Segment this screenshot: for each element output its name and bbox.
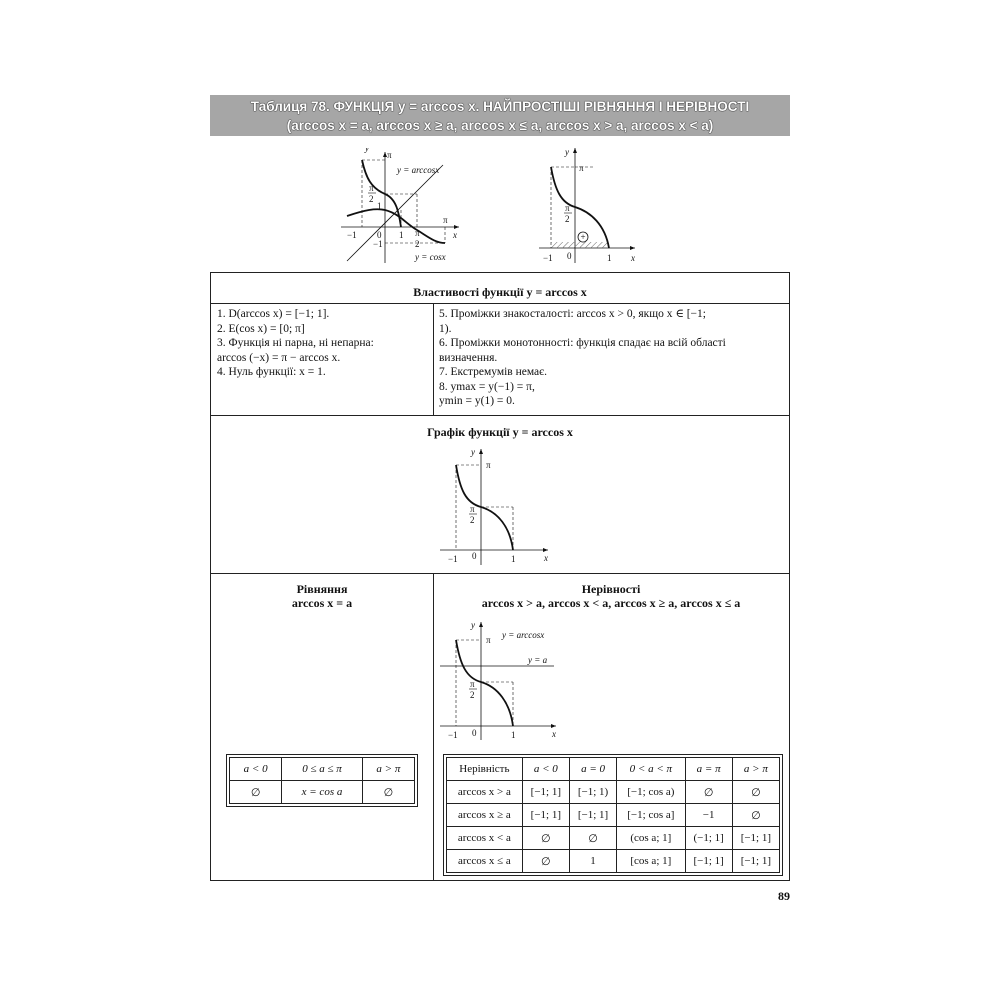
divider <box>211 303 789 304</box>
equations-subtitle: arccos x = a <box>291 596 353 610</box>
equations-heading <box>211 582 433 610</box>
equations-title: Рівняння <box>296 582 348 596</box>
table-cell: arccos x ≤ a <box>447 850 523 873</box>
label-pi-half-den: 2 <box>565 214 570 224</box>
label-pi-half-num: π <box>470 504 475 514</box>
label-pi: π <box>486 635 491 645</box>
label-minus-one: −1 <box>347 230 357 240</box>
table-cell: ∅ <box>732 804 779 827</box>
label-y-equals-a: y = a <box>528 655 548 665</box>
label-pi: π <box>486 460 491 470</box>
table-cell: [−1; 1] <box>732 850 779 873</box>
title-line-2: (arccos x = a, arccos x ≥ a, arccos x ≤ a, arccos x > a, arccos x < a) <box>286 118 714 133</box>
table-header-cell: a < 0 <box>230 758 282 781</box>
inequalities-table <box>446 757 780 873</box>
table-row <box>447 827 780 850</box>
table-header-cell: a = π <box>685 758 732 781</box>
table-row <box>447 804 780 827</box>
label-x: x <box>544 553 548 563</box>
table-cell: [−1; 1) <box>569 781 616 804</box>
label-cos: y = cosx <box>415 252 446 262</box>
label-plus: + <box>580 232 586 242</box>
label-pi-half-den: 2 <box>369 194 374 204</box>
label-one: 1 <box>511 554 516 564</box>
table-header-cell: 0 ≤ a ≤ π <box>282 758 363 781</box>
label-y: y <box>471 620 475 630</box>
inequalities-subtitle: arccos x > a, arccos x < a, arccos x ≥ a, arccos x ≤ a <box>481 596 741 610</box>
label-pi-half-num: π <box>470 679 475 689</box>
table-cell: arccos x < a <box>447 827 523 850</box>
properties-title: Властивості функції y = arccos x <box>413 285 587 299</box>
table-header-cell: a < 0 <box>522 758 569 781</box>
table-cell: (cos a; 1] <box>617 827 685 850</box>
table-title-banner <box>210 95 790 136</box>
table-row <box>447 850 780 873</box>
table-cell: arccos x ≥ a <box>447 804 523 827</box>
label-minus-one: −1 <box>448 554 458 564</box>
table-header-cell: 0 < a < π <box>617 758 685 781</box>
table-header-cell: a = 0 <box>569 758 616 781</box>
table-cell: −1 <box>685 804 732 827</box>
divider <box>211 415 789 416</box>
table-cell: [−1; cos a] <box>617 804 685 827</box>
table-cell: [−1; 1] <box>732 827 779 850</box>
divider <box>433 303 434 415</box>
table-cell: [−1; 1] <box>522 781 569 804</box>
equations-table <box>229 757 415 804</box>
arccos-sign-graph <box>535 145 645 267</box>
table-header-cell: Нерівність <box>447 758 523 781</box>
label-one: 1 <box>607 253 612 263</box>
table-cell: 1 <box>569 850 616 873</box>
label-arccos: y = arccosx <box>397 165 440 175</box>
label-pi-half-num: π <box>565 203 570 213</box>
table-cell: [−1; 1] <box>522 804 569 827</box>
divider <box>433 573 434 880</box>
label-one-y: 1 <box>377 201 382 211</box>
label-zero: 0 <box>567 251 572 261</box>
property-item: 8. ymax = y(−1) = π, <box>439 380 535 393</box>
table-header-cell: a > π <box>732 758 779 781</box>
property-item: 5. Проміжки знакосталості: arccos x > 0, якщо x ∈ [−1; <box>439 308 706 320</box>
properties-frame <box>210 272 790 881</box>
label-x: x <box>552 729 556 739</box>
label-zero: 0 <box>472 728 477 738</box>
table-cell: ∅ <box>522 827 569 850</box>
inequalities-title: Нерівності <box>581 582 641 596</box>
property-item: визначення. <box>439 351 498 364</box>
table-cell: ∅ <box>732 781 779 804</box>
arccos-cos-graph <box>335 148 465 266</box>
label-x: x <box>631 253 635 263</box>
table-cell: [−1; 1] <box>569 804 616 827</box>
label-pi-half-den: 2 <box>470 690 475 700</box>
table-cell: x = cos a <box>282 781 363 804</box>
divider <box>211 573 789 574</box>
label-y: y <box>365 148 369 153</box>
page-number: 89 <box>778 889 790 903</box>
table-cell: ∅ <box>362 781 414 804</box>
table-cell: arccos x > a <box>447 781 523 804</box>
property-item: 1). <box>439 322 452 335</box>
label-y: y <box>565 147 569 157</box>
table-cell: [−1; 1] <box>685 850 732 873</box>
property-item: 1. D(arccos x) = [−1; 1]. <box>217 308 330 320</box>
property-item: arccos (−x) = π − arccos x. <box>217 351 341 364</box>
inequality-graph <box>436 618 586 743</box>
label-minus-one-y: −1 <box>373 239 383 249</box>
label-pi-half-den: 2 <box>470 515 475 525</box>
label-one-x: 1 <box>399 230 404 240</box>
table-cell: (−1; 1] <box>685 827 732 850</box>
property-item: ymin = y(1) = 0. <box>439 395 515 407</box>
label-one: 1 <box>511 730 516 740</box>
label-arccos: y = arccosx <box>502 630 545 640</box>
label-pi: π <box>387 150 392 160</box>
label-two-x: 2 <box>415 239 420 249</box>
label-pi: π <box>579 163 584 173</box>
label-zero: 0 <box>377 230 382 240</box>
table-row <box>447 781 780 804</box>
inequalities-heading <box>433 582 789 610</box>
table-cell: ∅ <box>230 781 282 804</box>
label-x: x <box>453 230 457 240</box>
property-item: 6. Проміжки монотонності: функція спадає на всій області <box>439 337 726 349</box>
property-item: 4. Нуль функції: x = 1. <box>217 366 326 378</box>
table-cell: ∅ <box>522 850 569 873</box>
property-item: 2. E(cos x) = [0; π] <box>217 322 305 335</box>
label-minus-one: −1 <box>448 730 458 740</box>
property-item: 7. Екстремумів немає. <box>439 366 547 378</box>
arccos-graph <box>436 445 556 567</box>
property-item: 3. Функція ні парна, ні непарна: <box>217 337 374 349</box>
label-pi-x: π <box>443 215 448 225</box>
table-header-cell: a > π <box>362 758 414 781</box>
label-pi-half-x: π <box>415 228 420 238</box>
label-pi-half-num: π <box>369 183 374 193</box>
title-line-1: Таблиця 78. ФУНКЦІЯ y = arccos x. НАЙПРОСТІШІ РІВНЯННЯ І НЕРІВНОСТІ <box>250 99 750 114</box>
label-zero: 0 <box>472 551 477 561</box>
properties-left-list <box>217 307 374 380</box>
properties-right-list <box>439 307 726 409</box>
table-cell: [cos a; 1] <box>617 850 685 873</box>
label-y: y <box>471 447 475 457</box>
graph-title: Графік функції y = arccos x <box>427 425 573 439</box>
label-minus-one: −1 <box>543 253 553 263</box>
table-cell: ∅ <box>569 827 616 850</box>
table-cell: ∅ <box>685 781 732 804</box>
table-cell: [−1; cos a) <box>617 781 685 804</box>
